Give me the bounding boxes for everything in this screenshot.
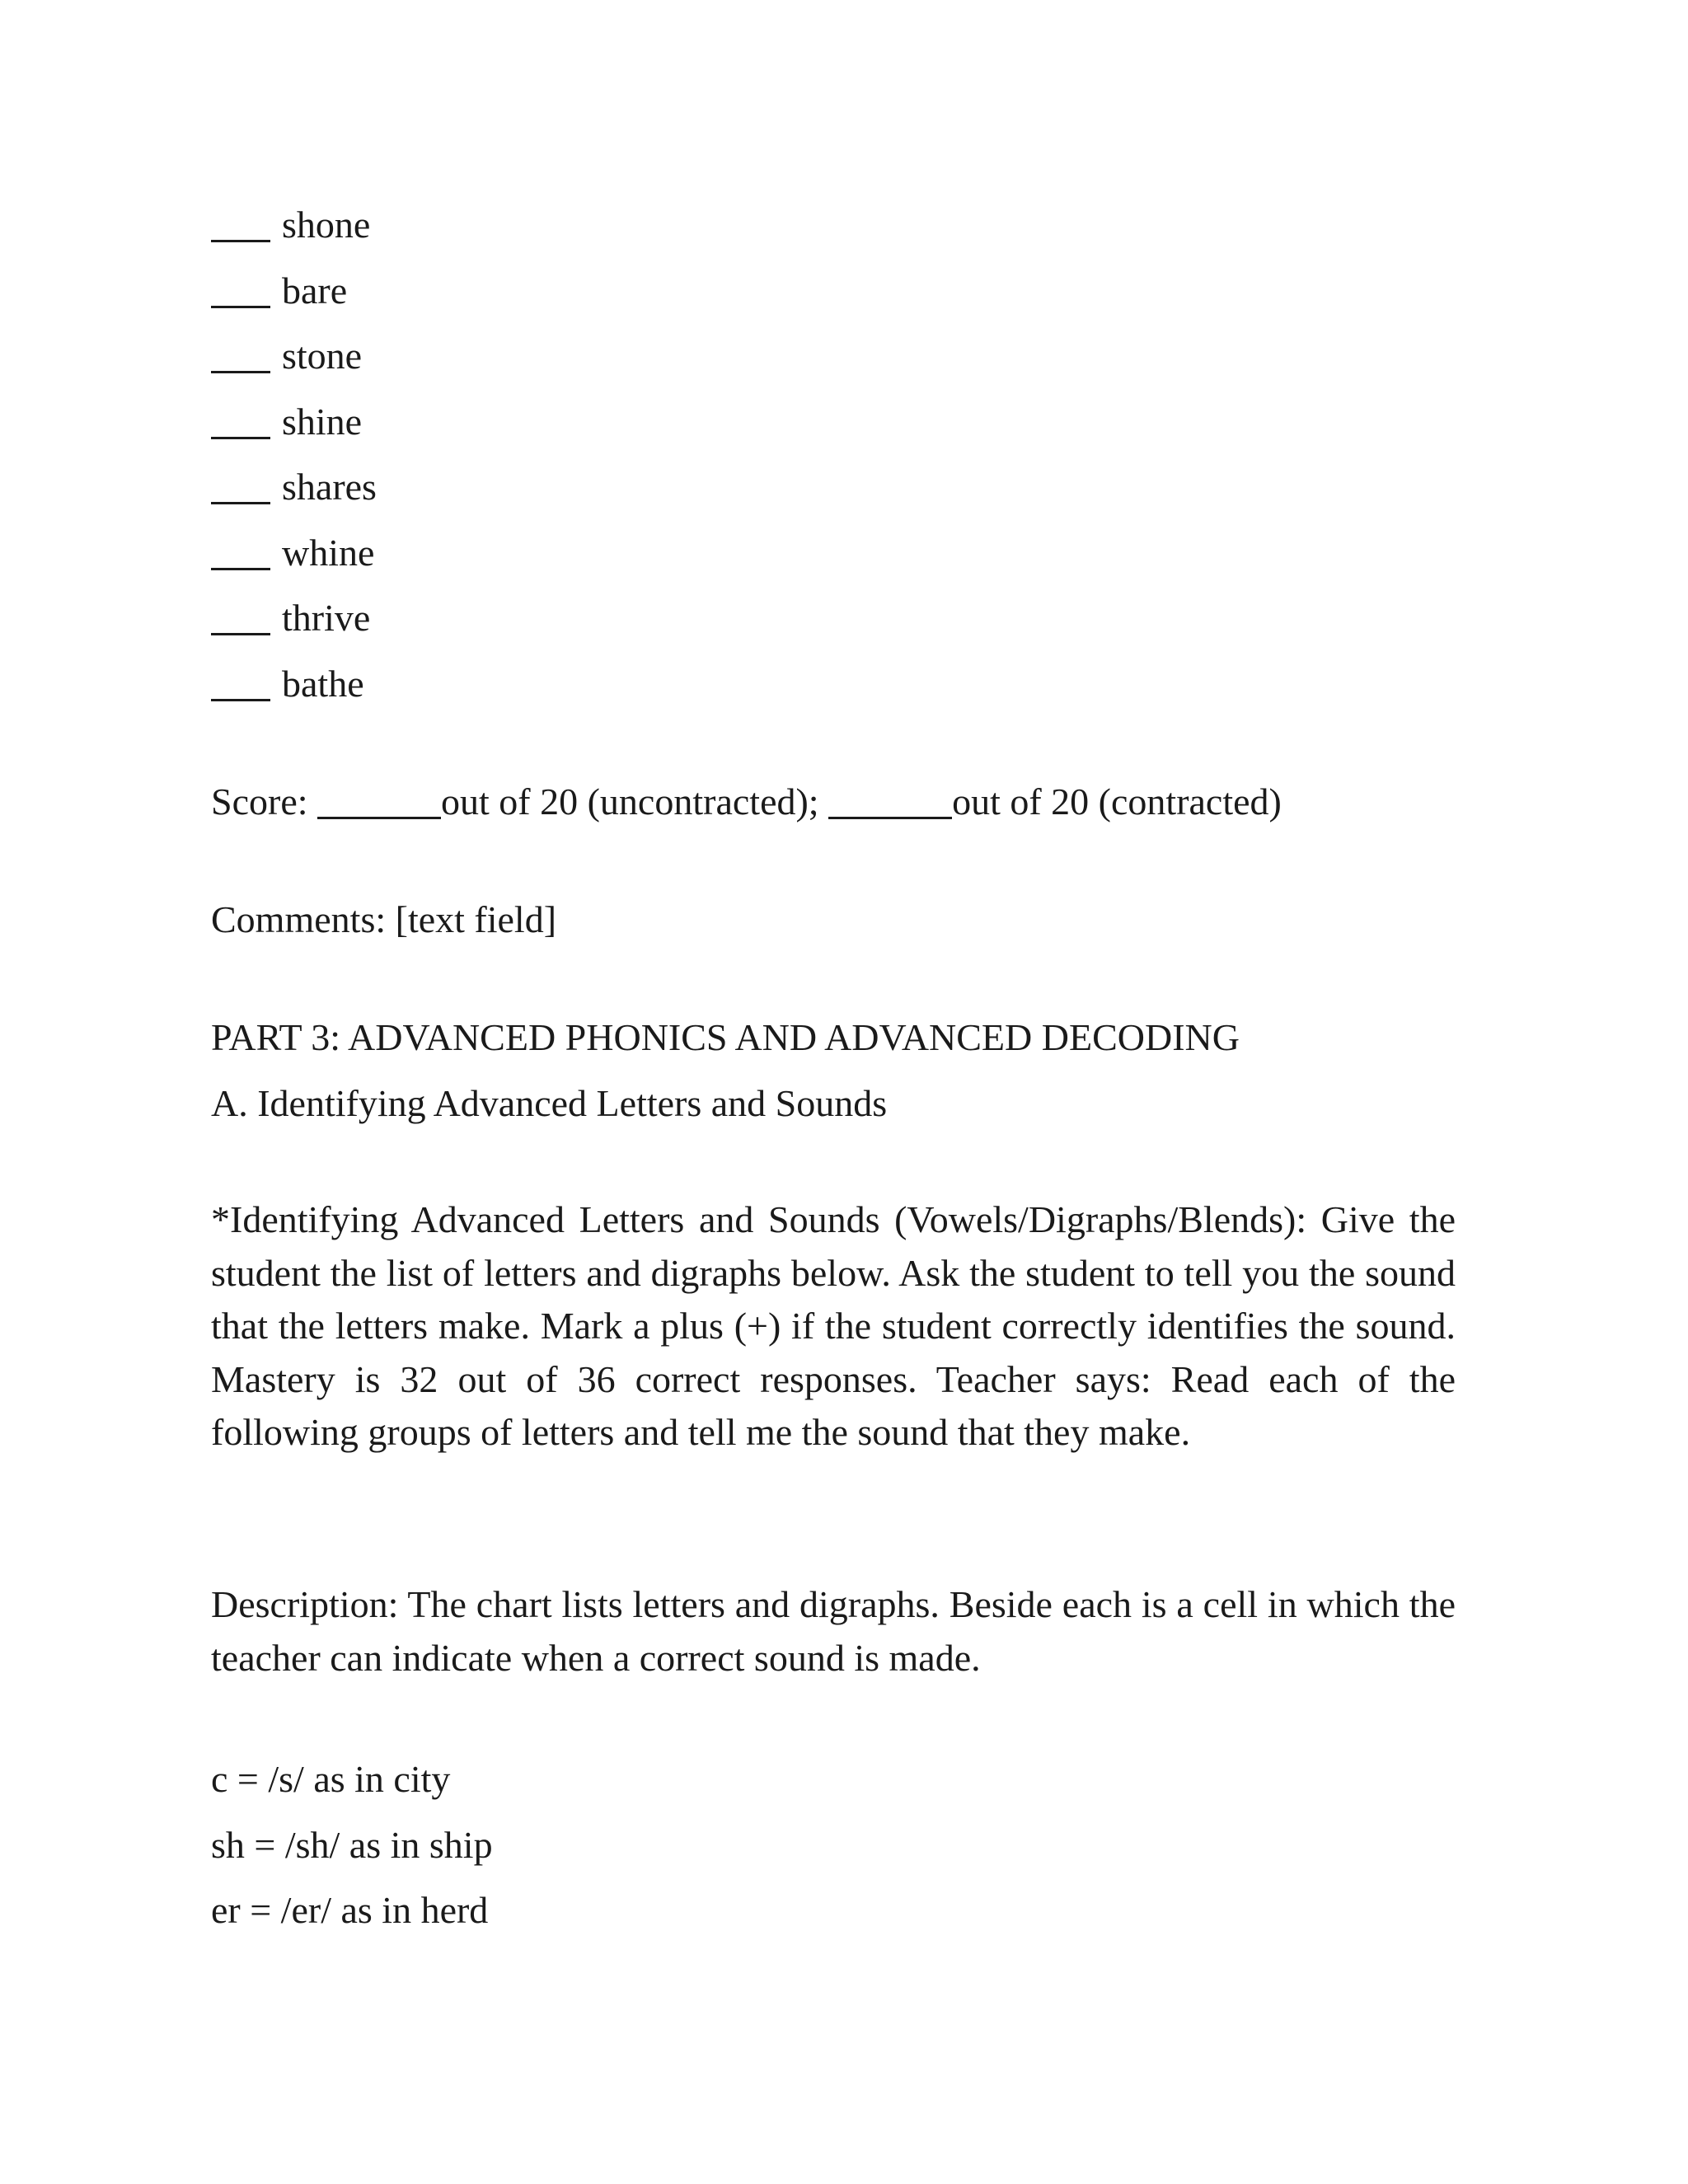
sound-list-item: c = /s/ as in city bbox=[211, 1758, 451, 1800]
sound-list bbox=[211, 1750, 493, 1947]
answer-blank[interactable] bbox=[211, 699, 270, 701]
word-label: stone bbox=[282, 335, 363, 377]
answer-blank[interactable] bbox=[211, 568, 270, 570]
score-contracted-text: out of 20 (contracted) bbox=[952, 780, 1282, 823]
sound-list-item: sh = /sh/ as in ship bbox=[211, 1823, 493, 1866]
word-list-item bbox=[211, 327, 377, 393]
section-subheading: A. Identifying Advanced Letters and Sounds bbox=[211, 1082, 888, 1124]
answer-blank[interactable] bbox=[211, 437, 270, 439]
word-label: shares bbox=[282, 466, 377, 508]
word-label: bathe bbox=[282, 662, 364, 705]
word-list bbox=[211, 196, 377, 720]
answer-blank[interactable] bbox=[211, 371, 270, 373]
word-label: bare bbox=[282, 269, 348, 312]
word-list-item bbox=[211, 393, 377, 459]
uncontracted-score-blank[interactable] bbox=[317, 817, 441, 819]
answer-blank[interactable] bbox=[211, 633, 270, 635]
word-label: shine bbox=[282, 400, 363, 443]
word-list-item bbox=[211, 524, 377, 590]
word-label: thrive bbox=[282, 597, 371, 639]
word-list-item bbox=[211, 458, 377, 524]
score-label: Score: bbox=[211, 780, 308, 823]
comments-field[interactable]: Comments: [text field] bbox=[211, 898, 557, 940]
word-list-item bbox=[211, 589, 377, 655]
word-list-item bbox=[211, 196, 377, 262]
sound-list-item: er = /er/ as in herd bbox=[211, 1889, 489, 1931]
part-heading: PART 3: ADVANCED PHONICS AND ADVANCED DECODING bbox=[211, 1016, 1240, 1058]
contracted-score-blank[interactable] bbox=[828, 817, 952, 819]
description-paragraph: Description: The chart lists letters and digraphs. Beside each is a cell in which the teacher can indicate when a correct sound is made. bbox=[211, 1583, 1456, 1679]
answer-blank[interactable] bbox=[211, 240, 270, 242]
score-uncontracted-text: out of 20 (uncontracted); bbox=[441, 780, 819, 823]
answer-blank[interactable] bbox=[211, 502, 270, 504]
word-label: shone bbox=[282, 204, 371, 246]
word-label: whine bbox=[282, 531, 375, 574]
answer-blank[interactable] bbox=[211, 306, 270, 308]
instructions-paragraph: *Identifying Advanced Letters and Sounds (Vowels/Digraphs/Blends): Give the student the list of letters and digraphs below. Ask the student to tell you the sound that the letters make. Mark a plus (+) if the student correctly identifies the sound. Mastery is 32 out of 36 correct responses. Teacher says: Read each of the following groups of letters and tell me the sound that they make. bbox=[211, 1198, 1456, 1453]
score-line bbox=[211, 773, 1282, 830]
word-list-item bbox=[211, 262, 377, 328]
word-list-item bbox=[211, 655, 377, 721]
